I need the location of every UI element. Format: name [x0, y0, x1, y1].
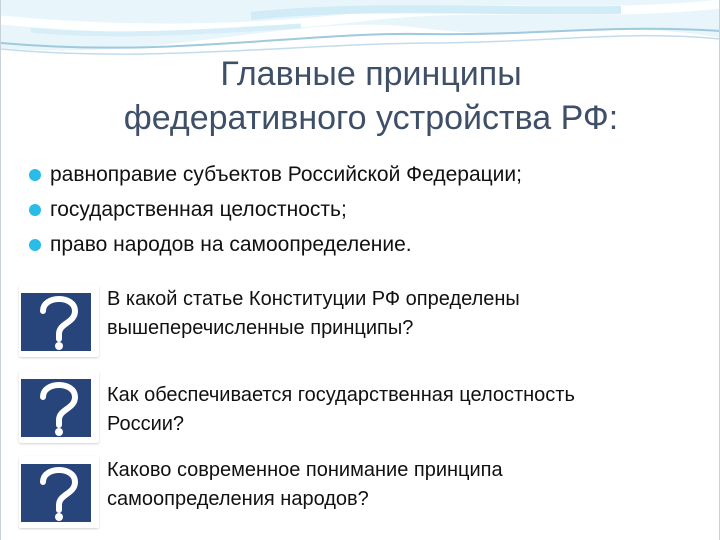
slide-title [61, 52, 681, 140]
principles-list [29, 157, 522, 262]
question-text [107, 456, 697, 514]
bullet-icon [29, 239, 41, 251]
question-line-2: России? [107, 413, 185, 435]
bullet-icon [29, 204, 41, 216]
question-mark-icon [19, 285, 99, 357]
question-text [107, 285, 697, 343]
question-line-2: самоопределения народов? [107, 488, 369, 510]
question-text [107, 381, 697, 439]
question-mark-icon [19, 371, 99, 443]
question-line-1: В какой статье Конституции РФ определены [107, 288, 520, 310]
question-line-1: Как обеспечивается государственная целостность [107, 384, 575, 406]
question-item [19, 285, 699, 357]
slide-title-line-1: Главные принципы [220, 55, 522, 93]
question-line-1: Каково современное понимание принципа [107, 459, 503, 481]
question-item [19, 456, 699, 528]
principle-text: равноправие субъектов Российской Федерации; [50, 162, 522, 186]
bullet-icon [29, 169, 41, 181]
principle-item [29, 227, 522, 262]
question-line-2: вышеперечисленные принципы? [107, 317, 414, 339]
principle-text: право народов на самоопределение. [50, 232, 412, 256]
principle-text: государственная целостность; [50, 197, 347, 221]
question-mark-icon [19, 456, 99, 528]
principle-item [29, 192, 522, 227]
principle-item [29, 157, 522, 192]
slide-title-line-2: федеративного устройства РФ: [123, 99, 619, 137]
question-item [19, 371, 699, 443]
